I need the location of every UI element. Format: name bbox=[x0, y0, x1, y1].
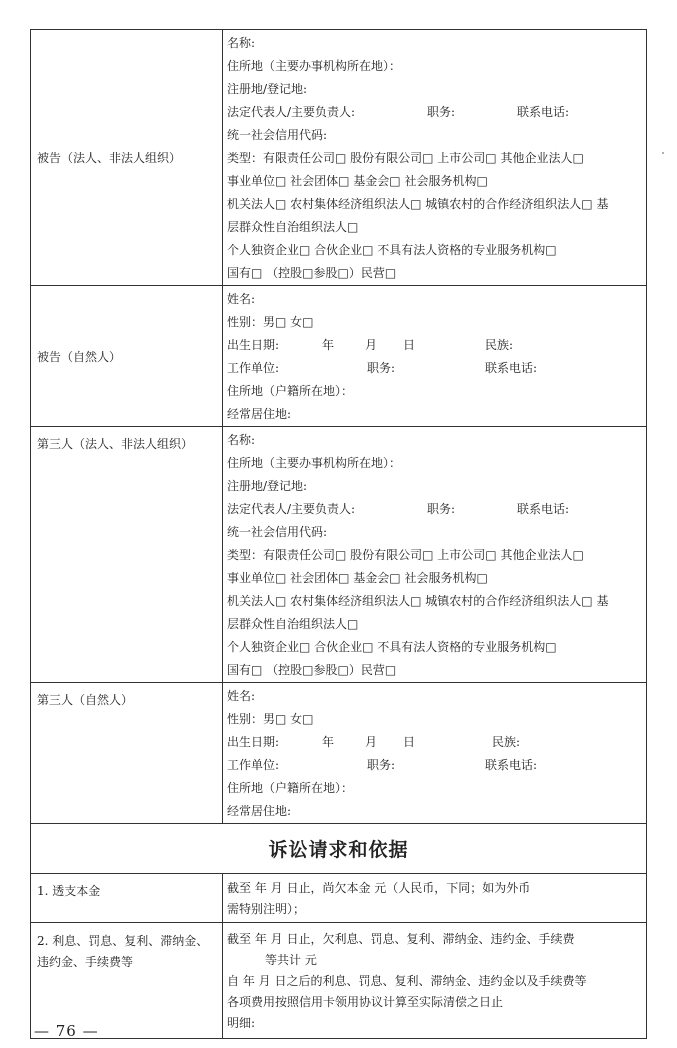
person-work-label: 工作单位: bbox=[227, 361, 280, 375]
claim-interest-line-5: 明细: bbox=[227, 1016, 256, 1030]
claim-row-interest bbox=[31, 923, 647, 1039]
org-credit-code-line: 统一社会信用代码: bbox=[227, 525, 328, 539]
org-name-line: 名称: bbox=[227, 433, 256, 447]
org-credit-code-line: 统一社会信用代码: bbox=[227, 128, 328, 142]
defendant-org-fields bbox=[223, 30, 647, 286]
person-residence-line: 经常居住地: bbox=[227, 407, 292, 421]
defendant-person-row bbox=[31, 286, 647, 427]
third-org-row bbox=[31, 427, 647, 683]
page-number: — 76 — bbox=[34, 1022, 99, 1040]
third-org-fields bbox=[223, 427, 647, 683]
claim-interest-line-4: 各项费用按照信用卡领用协议计算至实际清偿之日止 bbox=[227, 995, 504, 1009]
claims-title: 诉讼请求和依据 bbox=[31, 824, 647, 874]
org-ownership-line: 国有□ （控股□参股□）民营□ bbox=[227, 266, 397, 280]
defendant-org-label: 被告（法人、非法人组织） bbox=[31, 30, 223, 286]
org-rep-phone: 联系电话: bbox=[517, 502, 570, 516]
person-birth-line bbox=[227, 731, 646, 754]
org-domicile-line: 住所地（主要办事机构所在地）： bbox=[227, 59, 402, 73]
person-birth-month: 月 bbox=[365, 735, 378, 749]
person-name-line: 姓名: bbox=[227, 292, 256, 306]
person-birth-year: 年 bbox=[322, 735, 335, 749]
complaint-form-table bbox=[30, 29, 647, 1039]
claim-content-principal bbox=[223, 874, 647, 923]
org-ownership-line: 国有□ （控股□参股□）民营□ bbox=[227, 663, 397, 677]
org-type-line-5: 个人独资企业□ 合伙企业□ 不具有法人资格的专业服务机构□ bbox=[227, 243, 557, 257]
third-org-label: 第三人（法人、非法人组织） bbox=[31, 427, 223, 683]
org-type-line-1: 类型：有限责任公司□ 股份有限公司□ 上市公司□ 其他企业法人□ bbox=[227, 548, 584, 562]
claim-interest-line-1: 截至 年 月 日止，欠利息、罚息、复利、滞纳金、违约金、手续费 bbox=[227, 932, 575, 946]
defendant-person-fields bbox=[223, 286, 647, 427]
org-type-line-2: 事业单位□ 社会团体□ 基金会□ 社会服务机构□ bbox=[227, 174, 488, 188]
claim-label-interest-line-1: 2. 利息、罚息、复利、滞纳金、 bbox=[37, 934, 209, 948]
person-gender-line: 性别：男□ 女□ bbox=[227, 315, 314, 329]
org-domicile-line: 住所地（主要办事机构所在地）： bbox=[227, 456, 402, 470]
claim-interest-line-2: 等共计 元 bbox=[265, 953, 317, 967]
person-birth-label: 出生日期: bbox=[227, 735, 280, 749]
person-work-line bbox=[227, 357, 646, 380]
org-name-line: 名称: bbox=[227, 36, 256, 50]
claim-label-interest-line-2: 违约金、手续费等 bbox=[37, 955, 134, 969]
org-type-line-4: 层群众性自治组织法人□ bbox=[227, 220, 359, 234]
org-rep-line bbox=[227, 498, 646, 521]
claim-row-principal bbox=[31, 874, 647, 923]
person-birth-year: 年 bbox=[322, 338, 335, 352]
org-rep-label: 法定代表人/主要负责人: bbox=[227, 105, 356, 119]
org-type-line-2: 事业单位□ 社会团体□ 基金会□ 社会服务机构□ bbox=[227, 571, 488, 585]
person-gender-line: 性别：男□ 女□ bbox=[227, 712, 314, 726]
person-phone: 联系电话: bbox=[485, 758, 538, 772]
org-rep-position: 职务: bbox=[427, 105, 456, 119]
person-position: 职务: bbox=[367, 361, 396, 375]
org-type-line-3: 机关法人□ 农村集体经济组织法人□ 城镇农村的合作经济组织法人□ 基 bbox=[227, 594, 609, 608]
claim-principal-line-1: 截至 年 月 日止，尚欠本金 元（人民币，下同；如为外币 bbox=[227, 881, 531, 895]
person-name-line: 姓名: bbox=[227, 689, 256, 703]
third-person-row bbox=[31, 683, 647, 824]
org-rep-phone: 联系电话: bbox=[517, 105, 570, 119]
claim-label-principal: 1. 透支本金 bbox=[31, 874, 223, 923]
org-type-line-1: 类型：有限责任公司□ 股份有限公司□ 上市公司□ 其他企业法人□ bbox=[227, 151, 584, 165]
person-work-line bbox=[227, 754, 646, 777]
org-rep-label: 法定代表人/主要负责人: bbox=[227, 502, 356, 516]
org-rep-line bbox=[227, 101, 646, 124]
person-birth-month: 月 bbox=[365, 338, 378, 352]
org-type-line-4: 层群众性自治组织法人□ bbox=[227, 617, 359, 631]
third-person-label: 第三人（自然人） bbox=[31, 683, 223, 824]
org-registration-line: 注册地/登记地: bbox=[227, 479, 308, 493]
third-person-fields bbox=[223, 683, 647, 824]
person-position: 职务: bbox=[367, 758, 396, 772]
org-rep-position: 职务: bbox=[427, 502, 456, 516]
org-registration-line: 注册地/登记地: bbox=[227, 82, 308, 96]
org-type-line-3: 机关法人□ 农村集体经济组织法人□ 城镇农村的合作经济组织法人□ 基 bbox=[227, 197, 609, 211]
person-birth-day: 日 bbox=[403, 338, 416, 352]
defendant-person-label: 被告（自然人） bbox=[31, 286, 223, 427]
claim-interest-line-3: 自 年 月 日之后的利息、罚息、复利、滞纳金、违约金以及手续费等 bbox=[227, 974, 587, 988]
person-phone: 联系电话: bbox=[485, 361, 538, 375]
person-residence-line: 经常居住地: bbox=[227, 804, 292, 818]
person-ethnicity: 民族: bbox=[485, 338, 514, 352]
claim-content-interest bbox=[223, 923, 647, 1039]
org-type-line-5: 个人独资企业□ 合伙企业□ 不具有法人资格的专业服务机构□ bbox=[227, 640, 557, 654]
scan-speck bbox=[662, 152, 664, 154]
person-ethnicity: 民族: bbox=[492, 735, 521, 749]
defendant-org-row bbox=[31, 30, 647, 286]
claim-principal-line-2: 需特别注明）； bbox=[227, 902, 306, 916]
person-birth-day: 日 bbox=[403, 735, 416, 749]
person-birth-line bbox=[227, 334, 646, 357]
person-domicile-line: 住所地（户籍所在地）： bbox=[227, 781, 354, 795]
claims-title-row bbox=[31, 824, 647, 874]
person-domicile-line: 住所地（户籍所在地）： bbox=[227, 384, 354, 398]
person-birth-label: 出生日期: bbox=[227, 338, 280, 352]
person-work-label: 工作单位: bbox=[227, 758, 280, 772]
